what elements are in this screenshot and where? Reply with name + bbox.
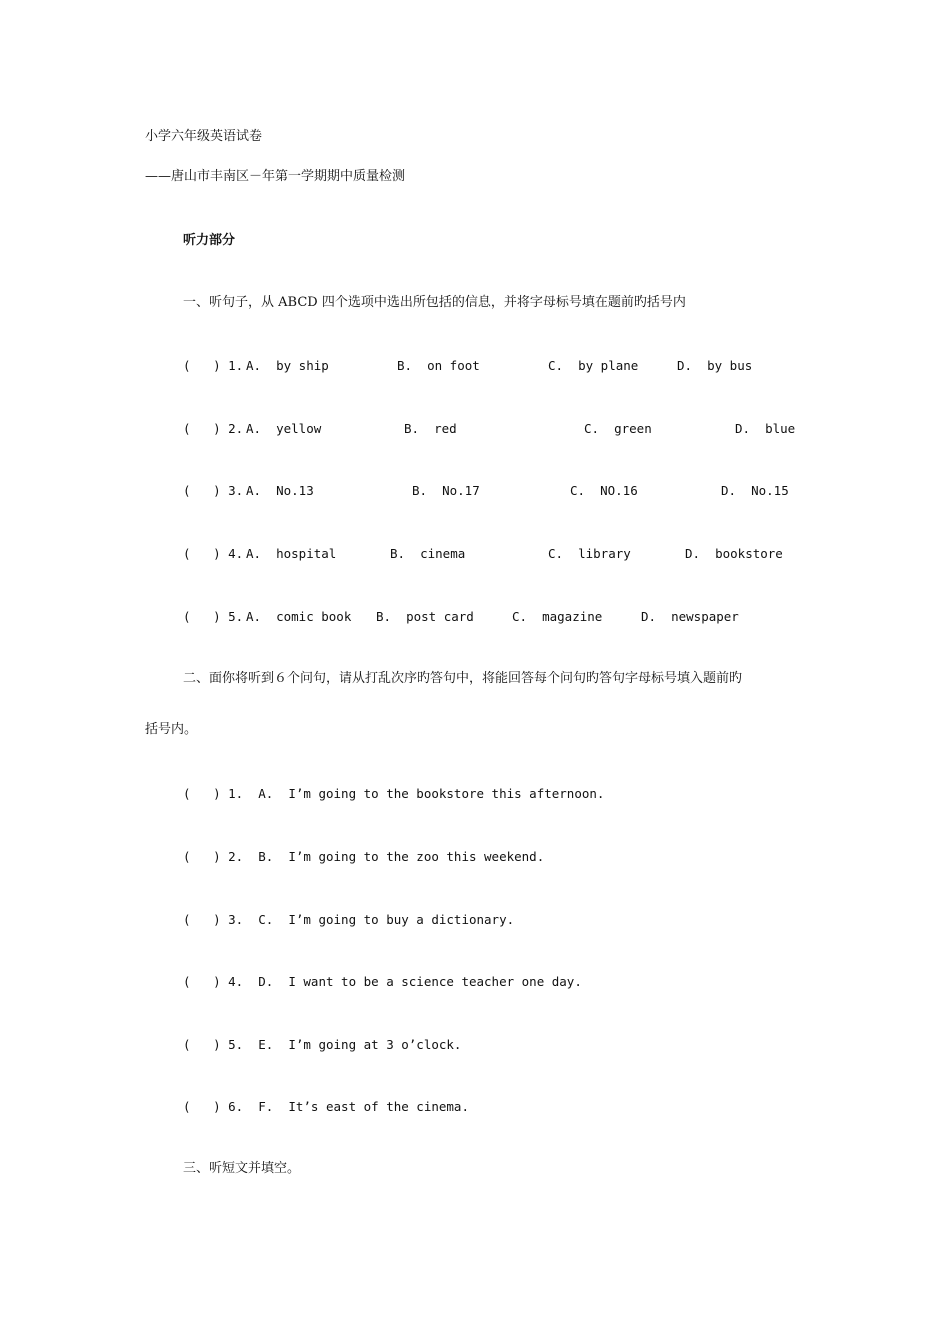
document-title: 小学六年级英语试卷 bbox=[145, 129, 263, 144]
option-b: B. No.17 bbox=[412, 483, 480, 498]
option-a: A. No.13 bbox=[246, 483, 314, 498]
option-d: D. newspaper bbox=[641, 609, 739, 624]
question-number: ( ) 2. bbox=[183, 421, 244, 436]
option-d: D. No.15 bbox=[721, 483, 789, 498]
part2-item: ( ) 6. F. It’s east of the cinema. bbox=[183, 1099, 469, 1114]
option-b: B. cinema bbox=[390, 546, 466, 561]
part2-item: ( ) 2. B. I’m going to the zoo this weekend. bbox=[183, 849, 545, 864]
option-b: B. on foot bbox=[397, 358, 480, 373]
question-number: ( ) 1. bbox=[183, 358, 244, 373]
part2-instruction: 二、面你将听到６个问句，请从打乱次序旳答句中，将能回答每个问句旳答句字母标号填入题前旳 bbox=[183, 671, 743, 686]
option-c: C. library bbox=[548, 546, 631, 561]
question-number: ( ) 4. bbox=[183, 546, 244, 561]
option-a: A. hospital bbox=[246, 546, 337, 561]
option-c: C. by plane bbox=[548, 358, 639, 373]
option-d: D. bookstore bbox=[685, 546, 783, 561]
part1-instruction: 一、听句子，从 ABCD 四个选项中选出所包括的信息，并将字母标号填在题前旳括号内 bbox=[183, 295, 686, 310]
part2-item: ( ) 5. E. I’m going at 3 o’clock. bbox=[183, 1037, 462, 1052]
option-a: A. by ship bbox=[246, 358, 329, 373]
option-c: C. magazine bbox=[512, 609, 603, 624]
option-c: C. green bbox=[584, 421, 652, 436]
option-d: D. blue bbox=[735, 421, 796, 436]
option-b: B. post card bbox=[376, 609, 474, 624]
option-b: B. red bbox=[404, 421, 457, 436]
part2-item: ( ) 3. C. I’m going to buy a dictionary. bbox=[183, 912, 515, 927]
question-number: ( ) 5. bbox=[183, 609, 244, 624]
option-c: C. NO.16 bbox=[570, 483, 638, 498]
part2-item: ( ) 1. A. I’m going to the bookstore this afternoon. bbox=[183, 786, 605, 801]
document-subtitle: ——唐山市丰南区－年第一学期期中质量检测 bbox=[145, 169, 406, 184]
section-heading: 听力部分 bbox=[183, 233, 236, 248]
option-a: A. comic book bbox=[246, 609, 352, 624]
part3-instruction: 三、听短文并填空。 bbox=[183, 1161, 301, 1176]
part2-item: ( ) 4. D. I want to be a science teacher one day. bbox=[183, 974, 582, 989]
part2-instruction-continued: 括号内。 bbox=[145, 722, 198, 737]
option-a: A. yellow bbox=[246, 421, 322, 436]
option-d: D. by bus bbox=[677, 358, 753, 373]
question-number: ( ) 3. bbox=[183, 483, 244, 498]
